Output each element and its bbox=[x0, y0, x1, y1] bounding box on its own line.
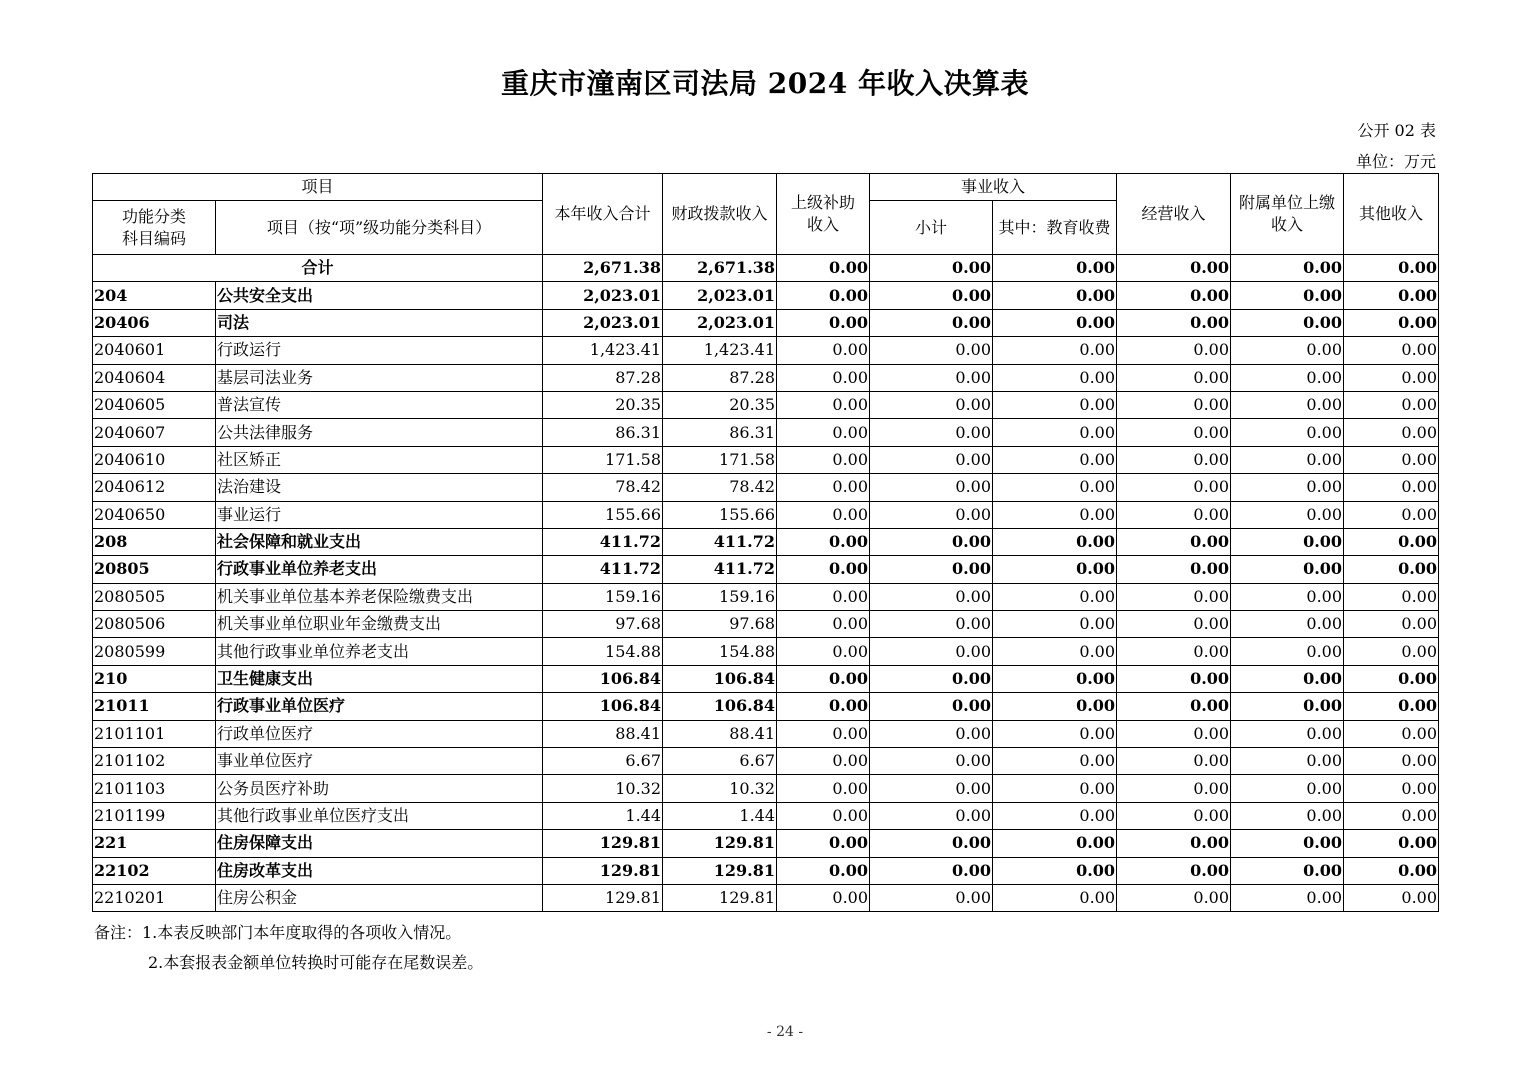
table-row bbox=[93, 556, 1439, 583]
row-value: 129.81 bbox=[663, 857, 777, 884]
row-value: 0.00 bbox=[1231, 419, 1344, 446]
row-value: 0.00 bbox=[1117, 720, 1231, 747]
table-row bbox=[93, 583, 1439, 610]
table-row bbox=[93, 748, 1439, 775]
row-value: 0.00 bbox=[1344, 830, 1439, 857]
row-value: 171.58 bbox=[663, 446, 777, 473]
row-value: 0.00 bbox=[1117, 474, 1231, 501]
row-value: 0.00 bbox=[777, 775, 870, 802]
row-code: 2040612 bbox=[93, 474, 216, 501]
row-value: 0.00 bbox=[1344, 611, 1439, 638]
row-value: 0.00 bbox=[1231, 391, 1344, 418]
row-value: 0.00 bbox=[993, 309, 1117, 336]
row-value: 0.00 bbox=[1117, 884, 1231, 911]
row-value: 0.00 bbox=[993, 775, 1117, 802]
row-code: 221 bbox=[93, 830, 216, 857]
table-row bbox=[93, 364, 1439, 391]
page-title: 重庆市潼南区司法局 2024 年收入决算表 bbox=[501, 67, 1029, 100]
row-name: 卫生健康支出 bbox=[216, 665, 543, 692]
row-value: 0.00 bbox=[1231, 638, 1344, 665]
row-value: 0.00 bbox=[993, 884, 1117, 911]
row-code: 208 bbox=[93, 528, 216, 555]
row-code: 2080506 bbox=[93, 611, 216, 638]
row-value: 0.00 bbox=[1344, 802, 1439, 829]
row-value: 0.00 bbox=[1231, 693, 1344, 720]
row-value: 0.00 bbox=[777, 556, 870, 583]
row-value: 6.67 bbox=[543, 748, 663, 775]
row-value: 1.44 bbox=[543, 802, 663, 829]
table-row bbox=[93, 884, 1439, 911]
total-value: 2,671.38 bbox=[543, 255, 663, 282]
row-value: 0.00 bbox=[870, 775, 993, 802]
row-value: 0.00 bbox=[777, 611, 870, 638]
total-value: 0.00 bbox=[1344, 255, 1439, 282]
row-value: 0.00 bbox=[1231, 720, 1344, 747]
row-value: 0.00 bbox=[870, 748, 993, 775]
row-value: 0.00 bbox=[1344, 391, 1439, 418]
row-value: 10.32 bbox=[663, 775, 777, 802]
header-affiliated: 附属单位上缴 收入 bbox=[1231, 174, 1344, 255]
row-value: 97.68 bbox=[663, 611, 777, 638]
table-row bbox=[93, 802, 1439, 829]
row-value: 0.00 bbox=[1231, 474, 1344, 501]
form-number: 公开 02 表 bbox=[1357, 121, 1436, 140]
table-row bbox=[93, 391, 1439, 418]
row-value: 0.00 bbox=[1117, 665, 1231, 692]
row-value: 0.00 bbox=[993, 446, 1117, 473]
note-2: 2.本套报表金额单位转换时可能存在尾数误差。 bbox=[148, 953, 484, 972]
row-value: 0.00 bbox=[777, 309, 870, 336]
row-value: 0.00 bbox=[870, 282, 993, 309]
row-value: 2,023.01 bbox=[663, 309, 777, 336]
row-value: 6.67 bbox=[663, 748, 777, 775]
row-value: 0.00 bbox=[1117, 446, 1231, 473]
row-value: 0.00 bbox=[1231, 857, 1344, 884]
row-code: 2040610 bbox=[93, 446, 216, 473]
row-value: 87.28 bbox=[543, 364, 663, 391]
row-code: 22102 bbox=[93, 857, 216, 884]
row-value: 0.00 bbox=[870, 857, 993, 884]
header-project-name: 项目（按“项”级功能分类科目） bbox=[216, 201, 543, 255]
row-value: 0.00 bbox=[870, 391, 993, 418]
row-value: 171.58 bbox=[543, 446, 663, 473]
row-value: 0.00 bbox=[870, 446, 993, 473]
total-row bbox=[93, 255, 1439, 282]
row-value: 2,023.01 bbox=[543, 309, 663, 336]
row-value: 0.00 bbox=[777, 583, 870, 610]
row-code: 2101101 bbox=[93, 720, 216, 747]
row-value: 0.00 bbox=[1344, 474, 1439, 501]
header-education-fee: 其中：教育收费 bbox=[993, 201, 1117, 255]
row-name: 社区矫正 bbox=[216, 446, 543, 473]
row-value: 0.00 bbox=[1231, 830, 1344, 857]
table-row bbox=[93, 830, 1439, 857]
header-business-income: 事业收入 bbox=[870, 174, 1117, 201]
row-value: 0.00 bbox=[870, 638, 993, 665]
row-value: 106.84 bbox=[663, 665, 777, 692]
row-value: 0.00 bbox=[993, 391, 1117, 418]
row-name: 住房改革支出 bbox=[216, 857, 543, 884]
row-value: 0.00 bbox=[1344, 364, 1439, 391]
total-value: 0.00 bbox=[870, 255, 993, 282]
row-value: 1.44 bbox=[663, 802, 777, 829]
row-code: 2101199 bbox=[93, 802, 216, 829]
row-value: 0.00 bbox=[777, 501, 870, 528]
total-value: 0.00 bbox=[1117, 255, 1231, 282]
row-name: 公共法律服务 bbox=[216, 419, 543, 446]
row-name: 行政单位医疗 bbox=[216, 720, 543, 747]
row-value: 0.00 bbox=[1344, 884, 1439, 911]
row-value: 0.00 bbox=[1231, 501, 1344, 528]
row-value: 0.00 bbox=[993, 830, 1117, 857]
row-value: 411.72 bbox=[543, 556, 663, 583]
row-value: 87.28 bbox=[663, 364, 777, 391]
row-value: 0.00 bbox=[1231, 665, 1344, 692]
table-row bbox=[93, 611, 1439, 638]
row-value: 0.00 bbox=[993, 693, 1117, 720]
row-name: 行政事业单位养老支出 bbox=[216, 556, 543, 583]
row-value: 0.00 bbox=[777, 364, 870, 391]
row-value: 0.00 bbox=[1344, 748, 1439, 775]
row-value: 78.42 bbox=[543, 474, 663, 501]
row-value: 0.00 bbox=[777, 857, 870, 884]
row-code: 2040607 bbox=[93, 419, 216, 446]
row-value: 0.00 bbox=[1344, 775, 1439, 802]
row-value: 0.00 bbox=[1231, 583, 1344, 610]
row-code: 204 bbox=[93, 282, 216, 309]
row-name: 公务员医疗补助 bbox=[216, 775, 543, 802]
row-value: 0.00 bbox=[1231, 282, 1344, 309]
row-value: 0.00 bbox=[870, 528, 993, 555]
header-code: 功能分类 科目编码 bbox=[93, 201, 216, 255]
row-value: 0.00 bbox=[1117, 337, 1231, 364]
row-value: 0.00 bbox=[1231, 611, 1344, 638]
row-value: 0.00 bbox=[870, 364, 993, 391]
row-code: 2101102 bbox=[93, 748, 216, 775]
row-value: 0.00 bbox=[1117, 830, 1231, 857]
row-name: 行政运行 bbox=[216, 337, 543, 364]
unit-label: 单位：万元 bbox=[1355, 152, 1436, 171]
total-label: 合计 bbox=[93, 255, 543, 282]
row-value: 106.84 bbox=[663, 693, 777, 720]
header-fiscal: 财政拨款收入 bbox=[663, 174, 777, 255]
row-value: 1,423.41 bbox=[543, 337, 663, 364]
row-value: 0.00 bbox=[777, 446, 870, 473]
row-value: 0.00 bbox=[1117, 775, 1231, 802]
row-code: 20406 bbox=[93, 309, 216, 336]
total-value: 0.00 bbox=[1231, 255, 1344, 282]
total-value: 0.00 bbox=[993, 255, 1117, 282]
row-name: 住房保障支出 bbox=[216, 830, 543, 857]
header-total-income: 本年收入合计 bbox=[543, 174, 663, 255]
row-value: 0.00 bbox=[1117, 611, 1231, 638]
row-value: 0.00 bbox=[1117, 693, 1231, 720]
row-value: 0.00 bbox=[993, 857, 1117, 884]
row-value: 0.00 bbox=[993, 528, 1117, 555]
row-value: 10.32 bbox=[543, 775, 663, 802]
row-value: 0.00 bbox=[1344, 857, 1439, 884]
row-value: 0.00 bbox=[1117, 748, 1231, 775]
row-value: 0.00 bbox=[870, 556, 993, 583]
row-value: 0.00 bbox=[1117, 364, 1231, 391]
row-code: 2040604 bbox=[93, 364, 216, 391]
table-row bbox=[93, 775, 1439, 802]
row-name: 社会保障和就业支出 bbox=[216, 528, 543, 555]
row-value: 0.00 bbox=[1344, 556, 1439, 583]
row-code: 210 bbox=[93, 665, 216, 692]
row-value: 0.00 bbox=[993, 611, 1117, 638]
row-value: 0.00 bbox=[1117, 802, 1231, 829]
row-code: 2040605 bbox=[93, 391, 216, 418]
row-value: 0.00 bbox=[1344, 446, 1439, 473]
table-row bbox=[93, 501, 1439, 528]
row-value: 0.00 bbox=[1117, 282, 1231, 309]
row-value: 0.00 bbox=[777, 419, 870, 446]
row-value: 0.00 bbox=[1231, 337, 1344, 364]
table-row bbox=[93, 337, 1439, 364]
row-value: 0.00 bbox=[993, 556, 1117, 583]
note-1: 备注：1.本表反映部门本年度取得的各项收入情况。 bbox=[94, 923, 462, 942]
row-name: 普法宣传 bbox=[216, 391, 543, 418]
row-value: 0.00 bbox=[1231, 309, 1344, 336]
row-value: 0.00 bbox=[870, 802, 993, 829]
row-value: 0.00 bbox=[1117, 556, 1231, 583]
row-value: 0.00 bbox=[1117, 857, 1231, 884]
row-value: 411.72 bbox=[663, 556, 777, 583]
total-value: 0.00 bbox=[777, 255, 870, 282]
row-value: 129.81 bbox=[543, 857, 663, 884]
row-value: 0.00 bbox=[1117, 419, 1231, 446]
table-row bbox=[93, 693, 1439, 720]
row-value: 0.00 bbox=[1344, 720, 1439, 747]
table-row bbox=[93, 638, 1439, 665]
header-subtotal: 小计 bbox=[870, 201, 993, 255]
row-value: 0.00 bbox=[1117, 391, 1231, 418]
row-value: 88.41 bbox=[543, 720, 663, 747]
row-value: 2,023.01 bbox=[543, 282, 663, 309]
row-value: 0.00 bbox=[1117, 501, 1231, 528]
row-value: 0.00 bbox=[870, 309, 993, 336]
row-value: 129.81 bbox=[663, 830, 777, 857]
row-value: 106.84 bbox=[543, 665, 663, 692]
row-value: 88.41 bbox=[663, 720, 777, 747]
row-value: 0.00 bbox=[1344, 282, 1439, 309]
row-value: 0.00 bbox=[1344, 665, 1439, 692]
row-name: 事业单位医疗 bbox=[216, 748, 543, 775]
row-value: 20.35 bbox=[543, 391, 663, 418]
row-value: 0.00 bbox=[1344, 583, 1439, 610]
table-row bbox=[93, 419, 1439, 446]
row-value: 0.00 bbox=[993, 474, 1117, 501]
row-value: 0.00 bbox=[993, 419, 1117, 446]
table-row bbox=[93, 665, 1439, 692]
row-value: 0.00 bbox=[777, 748, 870, 775]
row-value: 0.00 bbox=[777, 337, 870, 364]
row-name: 其他行政事业单位医疗支出 bbox=[216, 802, 543, 829]
row-name: 事业运行 bbox=[216, 501, 543, 528]
header-other: 其他收入 bbox=[1344, 174, 1439, 255]
row-value: 0.00 bbox=[993, 665, 1117, 692]
row-value: 0.00 bbox=[777, 474, 870, 501]
row-value: 0.00 bbox=[1117, 309, 1231, 336]
row-value: 0.00 bbox=[1231, 446, 1344, 473]
row-value: 0.00 bbox=[1231, 364, 1344, 391]
row-code: 20805 bbox=[93, 556, 216, 583]
row-value: 0.00 bbox=[993, 802, 1117, 829]
row-value: 0.00 bbox=[1231, 884, 1344, 911]
row-value: 154.88 bbox=[543, 638, 663, 665]
row-value: 0.00 bbox=[870, 419, 993, 446]
table-row bbox=[93, 446, 1439, 473]
row-value: 0.00 bbox=[870, 693, 993, 720]
row-value: 0.00 bbox=[1231, 556, 1344, 583]
row-value: 0.00 bbox=[993, 501, 1117, 528]
row-value: 0.00 bbox=[870, 474, 993, 501]
row-value: 0.00 bbox=[1231, 528, 1344, 555]
header-upper-subsidy: 上级补助 收入 bbox=[777, 174, 870, 255]
income-table bbox=[92, 173, 1439, 912]
row-value: 106.84 bbox=[543, 693, 663, 720]
row-value: 0.00 bbox=[1231, 775, 1344, 802]
row-value: 0.00 bbox=[870, 720, 993, 747]
row-value: 0.00 bbox=[1344, 337, 1439, 364]
row-value: 0.00 bbox=[777, 884, 870, 911]
table-row bbox=[93, 282, 1439, 309]
row-value: 0.00 bbox=[870, 611, 993, 638]
row-value: 0.00 bbox=[777, 282, 870, 309]
row-name: 公共安全支出 bbox=[216, 282, 543, 309]
header-project: 项目 bbox=[93, 174, 543, 201]
row-value: 78.42 bbox=[663, 474, 777, 501]
row-value: 0.00 bbox=[993, 638, 1117, 665]
row-value: 0.00 bbox=[993, 337, 1117, 364]
row-code: 2080599 bbox=[93, 638, 216, 665]
table-row bbox=[93, 857, 1439, 884]
row-value: 0.00 bbox=[1231, 802, 1344, 829]
header-operating: 经营收入 bbox=[1117, 174, 1231, 255]
row-value: 0.00 bbox=[1344, 638, 1439, 665]
row-value: 0.00 bbox=[870, 665, 993, 692]
row-value: 159.16 bbox=[663, 583, 777, 610]
row-value: 86.31 bbox=[543, 419, 663, 446]
row-value: 0.00 bbox=[777, 693, 870, 720]
row-value: 20.35 bbox=[663, 391, 777, 418]
row-value: 0.00 bbox=[1344, 309, 1439, 336]
row-name: 法治建设 bbox=[216, 474, 543, 501]
row-value: 0.00 bbox=[993, 364, 1117, 391]
row-value: 0.00 bbox=[777, 665, 870, 692]
row-value: 0.00 bbox=[993, 583, 1117, 610]
row-value: 0.00 bbox=[777, 638, 870, 665]
row-name: 住房公积金 bbox=[216, 884, 543, 911]
row-value: 411.72 bbox=[543, 528, 663, 555]
row-value: 0.00 bbox=[777, 391, 870, 418]
row-value: 97.68 bbox=[543, 611, 663, 638]
row-value: 154.88 bbox=[663, 638, 777, 665]
row-value: 0.00 bbox=[870, 884, 993, 911]
row-name: 司法 bbox=[216, 309, 543, 336]
row-code: 2101103 bbox=[93, 775, 216, 802]
row-value: 0.00 bbox=[1231, 748, 1344, 775]
row-name: 基层司法业务 bbox=[216, 364, 543, 391]
row-value: 0.00 bbox=[993, 720, 1117, 747]
row-value: 0.00 bbox=[777, 720, 870, 747]
row-value: 159.16 bbox=[543, 583, 663, 610]
row-value: 0.00 bbox=[1344, 419, 1439, 446]
row-code: 2040650 bbox=[93, 501, 216, 528]
row-code: 2040601 bbox=[93, 337, 216, 364]
table-row bbox=[93, 528, 1439, 555]
row-value: 0.00 bbox=[1117, 638, 1231, 665]
row-value: 0.00 bbox=[1117, 583, 1231, 610]
notes bbox=[94, 918, 483, 978]
row-value: 129.81 bbox=[663, 884, 777, 911]
row-value: 0.00 bbox=[777, 830, 870, 857]
row-value: 129.81 bbox=[543, 884, 663, 911]
row-value: 0.00 bbox=[870, 501, 993, 528]
table-row bbox=[93, 474, 1439, 501]
row-value: 0.00 bbox=[1117, 528, 1231, 555]
row-value: 0.00 bbox=[993, 748, 1117, 775]
row-name: 行政事业单位医疗 bbox=[216, 693, 543, 720]
row-value: 0.00 bbox=[1344, 693, 1439, 720]
total-value: 2,671.38 bbox=[663, 255, 777, 282]
row-code: 2210201 bbox=[93, 884, 216, 911]
row-value: 1,423.41 bbox=[663, 337, 777, 364]
row-value: 0.00 bbox=[993, 282, 1117, 309]
page-number: - 24 - bbox=[766, 1024, 804, 1040]
row-value: 411.72 bbox=[663, 528, 777, 555]
row-value: 86.31 bbox=[663, 419, 777, 446]
row-value: 0.00 bbox=[1344, 528, 1439, 555]
row-code: 2080505 bbox=[93, 583, 216, 610]
row-name: 机关事业单位基本养老保险缴费支出 bbox=[216, 583, 543, 610]
row-value: 0.00 bbox=[870, 830, 993, 857]
table-row bbox=[93, 720, 1439, 747]
row-name: 其他行政事业单位养老支出 bbox=[216, 638, 543, 665]
row-value: 2,023.01 bbox=[663, 282, 777, 309]
row-value: 0.00 bbox=[870, 583, 993, 610]
row-value: 0.00 bbox=[1344, 501, 1439, 528]
row-code: 21011 bbox=[93, 693, 216, 720]
row-value: 0.00 bbox=[777, 802, 870, 829]
row-value: 155.66 bbox=[663, 501, 777, 528]
row-name: 机关事业单位职业年金缴费支出 bbox=[216, 611, 543, 638]
row-value: 0.00 bbox=[870, 337, 993, 364]
row-value: 155.66 bbox=[543, 501, 663, 528]
row-value: 129.81 bbox=[543, 830, 663, 857]
table-row bbox=[93, 309, 1439, 336]
row-value: 0.00 bbox=[777, 528, 870, 555]
